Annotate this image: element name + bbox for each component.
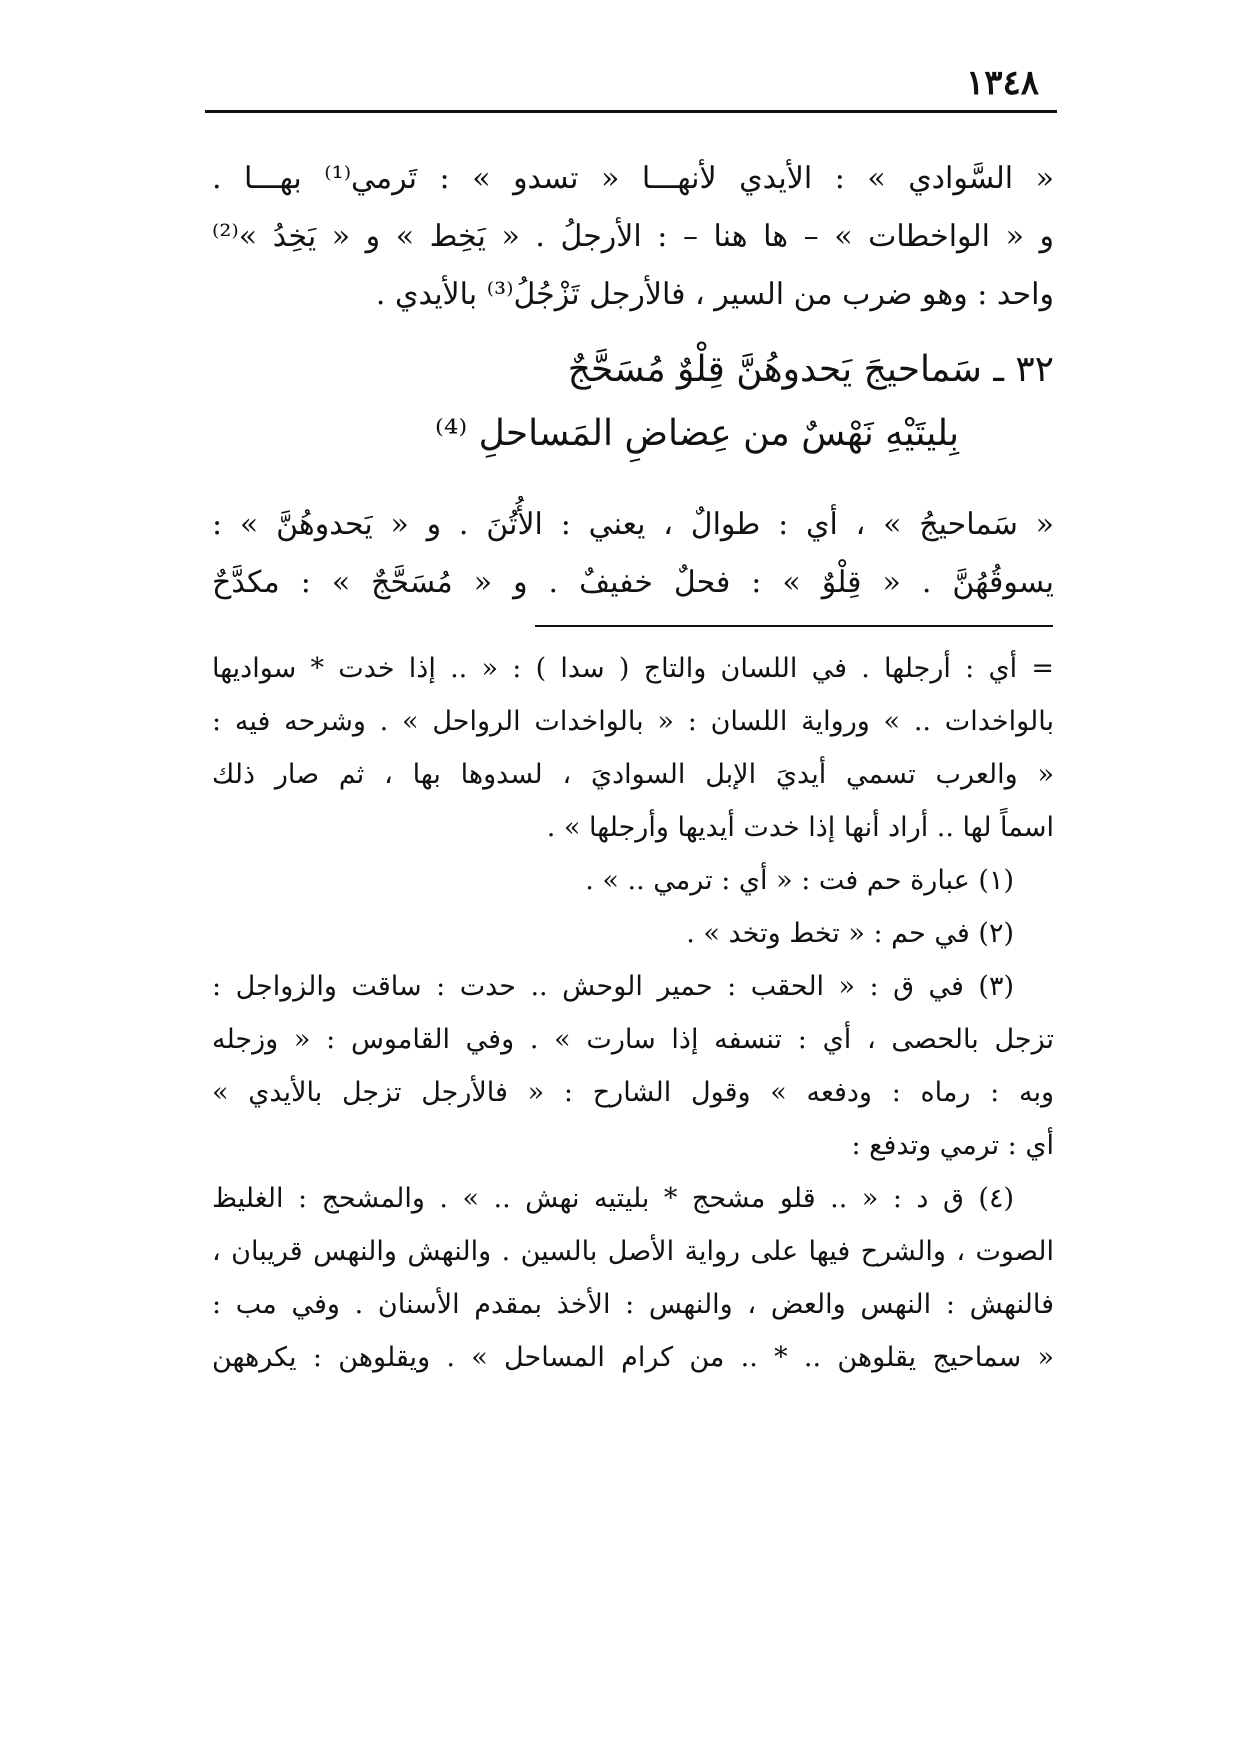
commentary-line-2: يسوقُهُنَّ . « قِلْوٌ » : فحلٌ خفيفٌ . و « مُسَحَّجٌ » : مكدَّحٌ xyxy=(212,565,1054,600)
footnote-3-line-1: (٣) في ق : « الحقب : حمير الوحش .. حدت : ساقت والزواجل : xyxy=(212,971,1014,1002)
verse-32 xyxy=(212,338,1054,466)
main-line-3: واحد : وهو ضرب من السير ، فالأرجل تَزْجُلُ⁽³⁾ بالأيدي . xyxy=(375,277,1054,312)
footnote-3-line-3: وبه : رماه : ودفعه » وقول الشارح : « فالأرجل تزجل بالأيدي » xyxy=(212,1077,1054,1108)
verse-line-2: بِليتَيْهِ نَهْسٌ من عِضاضِ المَساحلِ ⁽⁴⁾ xyxy=(435,413,959,454)
footnote-continuation-line-4: اسماً لها .. أراد أنها إذا خدت أيديها وأرجلها » . xyxy=(546,812,1054,843)
verse-line-1: ٣٢ ـ سَماحيجَ يَحدوهُنَّ قِلْوٌ مُسَحَّجٌ xyxy=(567,349,1054,390)
footnote-3-line-4: أي : ترمي وتدفع : xyxy=(851,1130,1054,1161)
main-line-2: و « الواخطات » – ها هنا – : الأرجلُ . « يَخِط » و « يَخِدُ »⁽²⁾ xyxy=(212,219,1054,254)
footnote-2: (٢) في حم : « تخط وتخد » . xyxy=(686,918,1014,949)
footnote-1: (١) عبارة حم فت : « أي : ترمي .. » . xyxy=(585,865,1014,896)
footnote-4-line-1: (٤) ق د : « .. قلو مشحج * بليتيه نهش .. » . والمشحج : الغليظ xyxy=(212,1183,1014,1214)
footnotes xyxy=(212,642,1054,1384)
footnote-4-line-4: « سماحيج يقلوهن .. * .. من كرام المساحل » . ويقلوهن : يكرههن xyxy=(212,1342,1054,1373)
footnote-3-line-2: تزجل بالحصى ، أي : تنسفه إذا سارت » . وفي القاموس : « وزجله xyxy=(212,1024,1054,1055)
footnote-4-line-3: فالنهش : النهس والعض ، والنهس : الأخذ بمقدم الأسنان . وفي مب : xyxy=(212,1289,1054,1320)
footnote-continuation-line-2: بالواخدات .. » ورواية اللسان : « بالواخدات الرواحل » . وشرحه فيه : xyxy=(212,706,1054,737)
footnote-4-line-2: الصوت ، والشرح فيها على رواية الأصل بالسين . والنهش والنهس قريبان ، xyxy=(212,1236,1054,1267)
footnote-continuation-line-3: « والعرب تسمي أيديَ الإبل السواديَ ، لسدوها بها ، ثم صار ذلك xyxy=(212,759,1054,790)
main-line-1: « السَّوادي » : الأيدي لأنهـــا « تسدو » : تَرمي⁽¹⁾ بهـــا . xyxy=(212,161,1054,196)
page-number: ١٣٤٨ xyxy=(965,63,1039,103)
header-rule xyxy=(205,110,1057,113)
main-text xyxy=(212,150,1054,324)
footnote-rule xyxy=(535,625,1053,627)
commentary-line-1: « سَماحيجُ » ، أي : طوالٌ ، يعني : الأُتُنَ . و « يَحدوهُنَّ » : xyxy=(212,507,1054,542)
verse-commentary xyxy=(212,496,1054,612)
footnote-continuation-line-1: = أي : أرجلها . في اللسان والتاج ( سدا ) : « .. إذا خدت * سواديها xyxy=(212,653,1054,684)
